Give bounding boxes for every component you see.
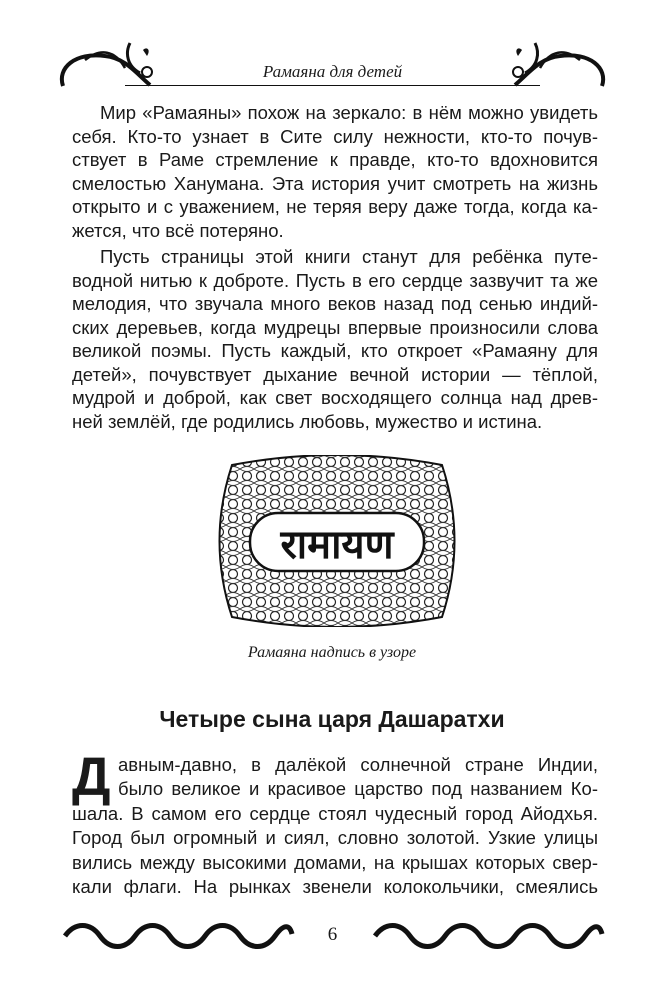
chapter-title: Четыре сына царя Дашаратхи <box>159 706 505 732</box>
running-header <box>55 38 610 88</box>
text-line: водной нитью к доброте. Пусть в его сердце зазвучит та же <box>72 269 598 291</box>
text-line: вились между высокими домами, на крышах которых свер- <box>72 851 598 873</box>
text-line: детей», почувствует дыхание вечной истории — тёплой, <box>72 363 598 385</box>
text-line: открыто и с уважением, не теряя веру даже тогда, когда ка- <box>72 196 598 217</box>
drop-cap: Д <box>72 747 111 807</box>
text-line: Город был огромный и сиял, словно золотой. Узкие улицы <box>72 827 598 849</box>
chapter-paragraph <box>72 747 598 899</box>
intro-paragraph-1 <box>72 101 598 242</box>
text-line: Пусть страницы этой книги станут для ребёнка путе- <box>100 246 598 267</box>
page-footer <box>60 918 605 954</box>
text-line: жется, что всё потеряно. <box>72 219 284 241</box>
text-line: мудрой и доброй, как свет восходящего солнца над древ- <box>72 387 598 408</box>
intro-paragraph-2 <box>72 245 598 433</box>
devanagari-inscription: रामायण <box>280 522 394 568</box>
page-number: 6 <box>327 924 338 945</box>
text-line: мелодия, что звучала много веков назад под сенью индий- <box>72 293 598 314</box>
text-line: ских деревьев, когда мудрецы впервые произносили слова <box>72 316 598 338</box>
right-wave-ornament <box>370 922 605 950</box>
text-line: кали флаги. На рынках звенели колокольчики, смеялись <box>72 876 598 898</box>
text-line: ствует в Раме стремление к правде, кто-то вдохновится <box>72 149 598 170</box>
text-line: авным-давно, в далёкой солнечной стране Индии, <box>118 754 598 775</box>
text-line: было великое и красивое царство под названием Ко- <box>118 778 598 800</box>
ramayana-ornament-illustration <box>212 455 462 627</box>
text-line: Мир «Рамаяны» похож на зеркало: в нём можно увидеть <box>100 102 598 123</box>
text-line: себя. Кто-то узнает в Сите силу нежности, кто-то почув- <box>72 125 598 147</box>
header-rule <box>125 85 540 86</box>
figure-caption: Рамаяна надпись в узоре <box>247 644 417 661</box>
text-line: ней землёй, где родились любовь, мужество и истина. <box>72 410 543 432</box>
text-line: великой поэмы. Пусть каждый, кто откроет «Рамаяну для <box>72 340 598 361</box>
book-title: Рамаяна для детей <box>262 62 403 81</box>
text-line: шала. В самом его сердце стоял чудесный город Айодхья. <box>72 802 598 824</box>
text-line: смелостью Ханумана. Эта история учит смотреть на жизнь <box>72 172 598 194</box>
